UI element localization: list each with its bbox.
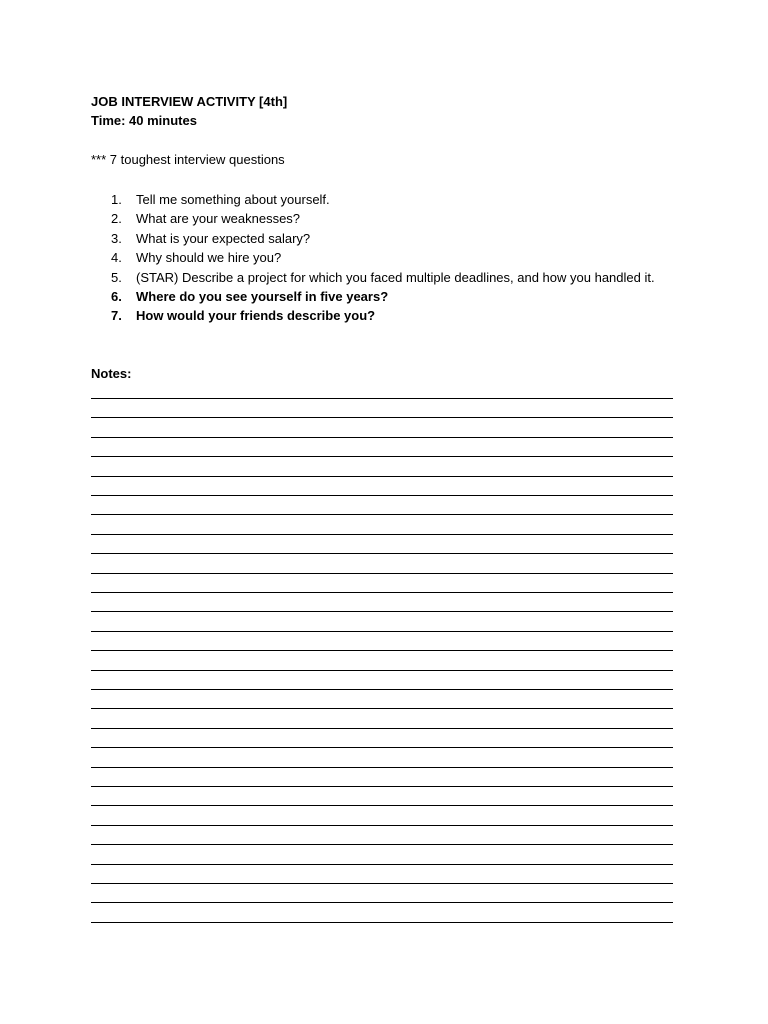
question-text: Where do you see yourself in five years?	[136, 289, 389, 305]
question-item	[91, 229, 691, 248]
question-number: 1.	[111, 192, 122, 207]
note-line	[91, 689, 673, 690]
time-limit: Time: 40 minutes	[91, 113, 197, 128]
note-line	[91, 553, 673, 554]
question-text: Why should we hire you?	[136, 250, 282, 266]
question-text: Tell me something about yourself.	[136, 192, 330, 207]
note-line	[91, 495, 673, 496]
question-item	[91, 287, 691, 306]
note-line	[91, 437, 673, 438]
question-item	[91, 306, 691, 325]
note-line	[91, 417, 673, 418]
question-number: 3.	[111, 230, 122, 246]
question-text: How would your friends describe you?	[136, 308, 376, 324]
note-line	[91, 650, 673, 651]
note-line	[91, 573, 673, 574]
question-text: (STAR) Describe a project for which you faced multiple deadlines, and how you handled it.	[136, 269, 655, 285]
note-line	[91, 456, 673, 457]
question-text: What is your expected salary?	[136, 230, 311, 246]
note-line	[91, 728, 673, 729]
note-line	[91, 514, 673, 515]
note-line	[91, 902, 673, 903]
note-line	[91, 611, 673, 612]
question-item	[91, 190, 691, 209]
note-line	[91, 767, 673, 768]
note-line	[91, 864, 673, 865]
question-number: 5.	[111, 269, 122, 285]
notes-label: Notes:	[91, 366, 132, 381]
question-number: 4.	[111, 250, 122, 266]
note-line	[91, 786, 673, 787]
note-line	[91, 883, 673, 884]
intro-text: *** 7 toughest interview questions	[91, 152, 285, 167]
note-line	[91, 747, 673, 748]
question-list	[91, 190, 691, 326]
note-line	[91, 476, 673, 477]
note-line	[91, 534, 673, 535]
note-line	[91, 805, 673, 806]
page-title: JOB INTERVIEW ACTIVITY [4th]	[91, 94, 288, 109]
question-number: 7.	[111, 308, 122, 324]
note-line	[91, 708, 673, 709]
note-line	[91, 825, 673, 826]
note-line	[91, 670, 673, 671]
question-number: 6.	[111, 289, 122, 305]
note-line	[91, 631, 673, 632]
question-item	[91, 268, 691, 287]
question-item	[91, 248, 691, 267]
note-line	[91, 592, 673, 593]
note-line	[91, 398, 673, 399]
question-item	[91, 209, 691, 228]
note-line	[91, 844, 673, 845]
question-number: 2.	[111, 211, 122, 227]
question-text: What are your weaknesses?	[136, 211, 301, 227]
note-line	[91, 922, 673, 923]
